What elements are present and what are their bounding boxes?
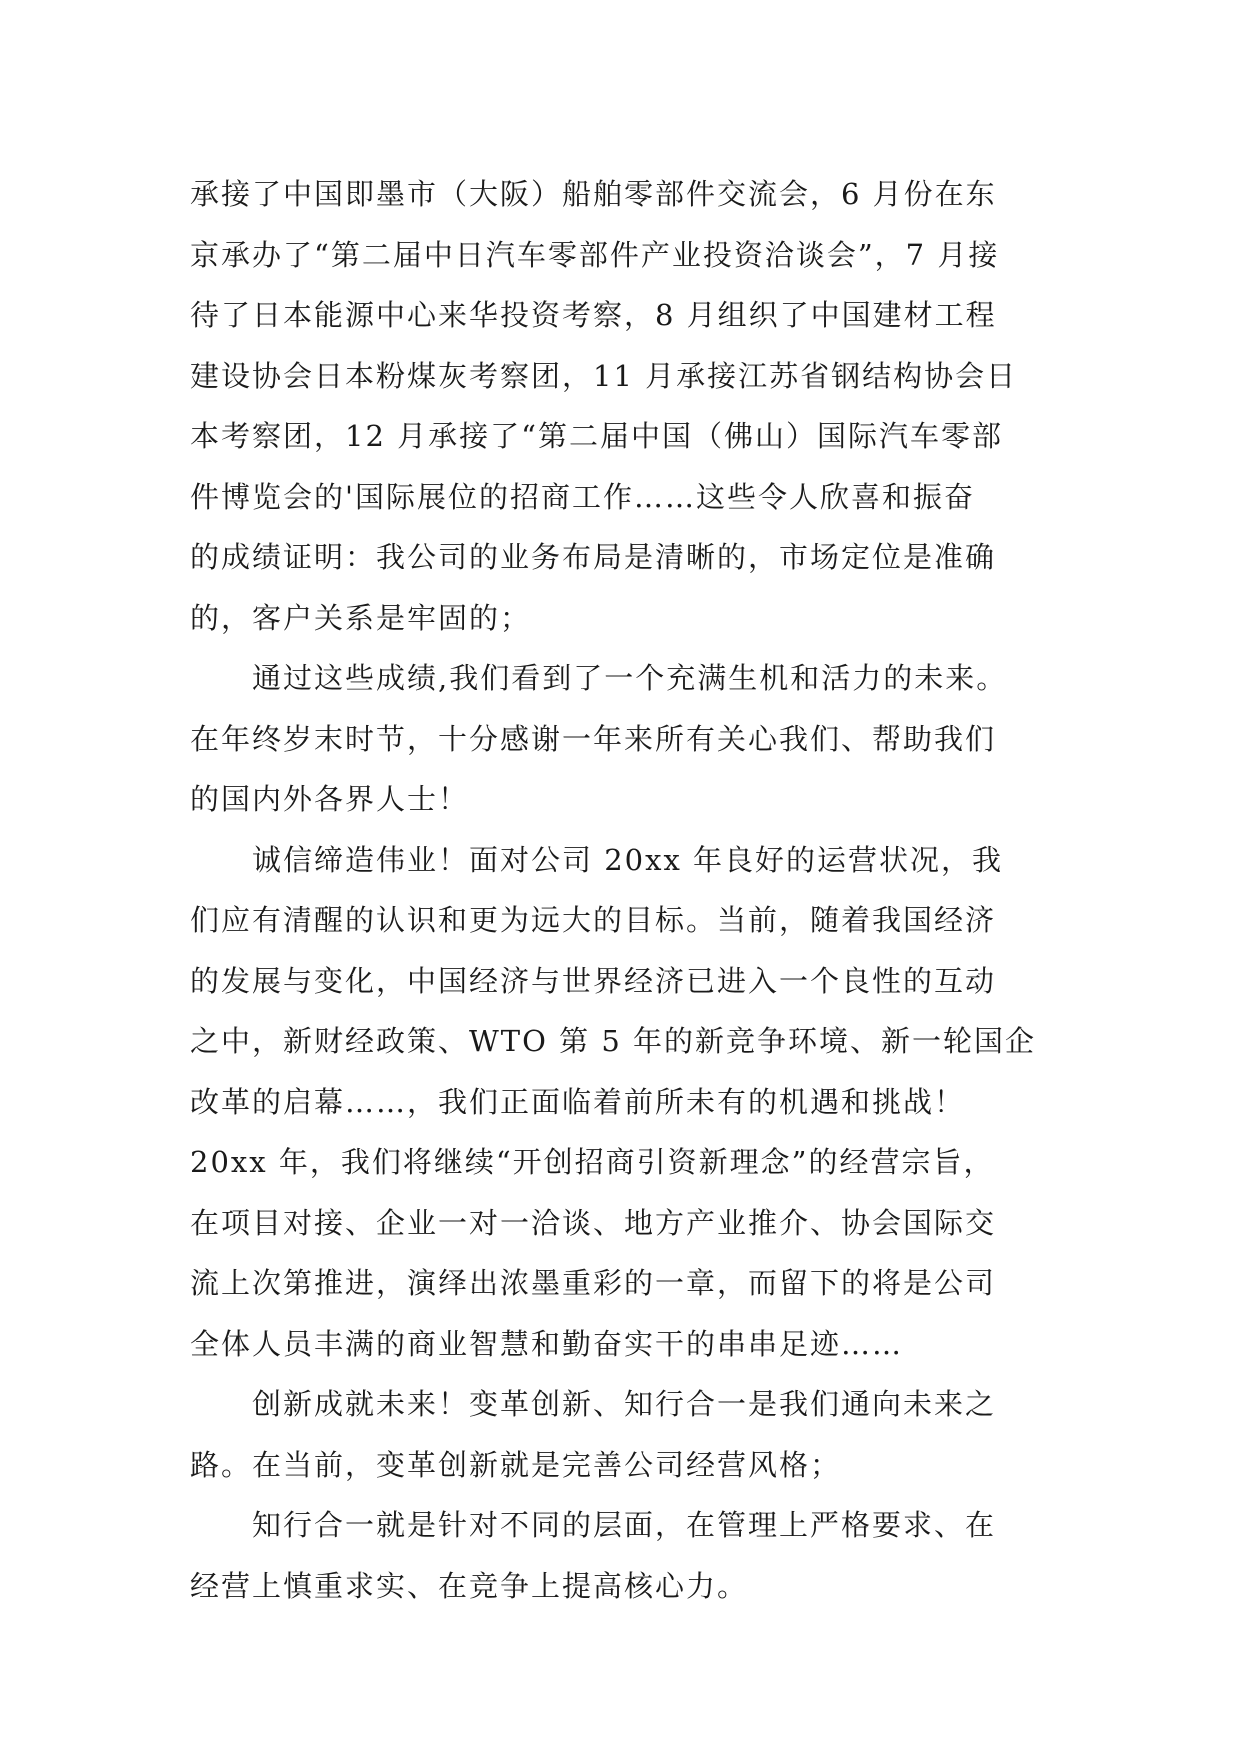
- text-line: 流上次第推进，演绎出浓墨重彩的一章，而留下的将是公司: [190, 1266, 997, 1300]
- paragraph-start-line: 诚信缔造伟业！面对公司 20xx 年良好的运营状况，我: [252, 842, 1004, 877]
- text-line: 建设协会日本粉煤灰考察团，11 月承接江苏省钢结构协会日: [190, 358, 1018, 393]
- text-line: 路。在当前，变革创新就是完善公司经营风格；: [190, 1447, 842, 1482]
- text-line: 在年终岁末时节，十分感谢一年来所有关心我们、帮助我们: [190, 721, 997, 756]
- text-line: 承接了中国即墨市（大阪）船舶零部件交流会，6 月份在东: [190, 177, 997, 211]
- text-line: 改革的启幕……，我们正面临着前所未有的机遇和挑战！: [190, 1084, 966, 1119]
- body-text: [190, 164, 1070, 1616]
- text-line: 在项目对接、企业一对一洽谈、地方产业推介、协会国际交: [190, 1205, 997, 1240]
- text-line: 的国内外各界人士！: [190, 782, 470, 816]
- paragraph-start-line: 创新成就未来！变革创新、知行合一是我们通向未来之: [252, 1387, 997, 1421]
- text-line: 的成绩证明：我公司的业务布局是清晰的，市场定位是准确: [190, 540, 997, 574]
- text-line: 全体人员丰满的商业智慧和勤奋实干的串串足迹……: [190, 1326, 904, 1361]
- text-line: 本考察团，12 月承接了“第二届中国（佛山）国际汽车零部: [190, 419, 1003, 453]
- text-line: 京承办了“第二届中日汽车零部件产业投资洽谈会”，7 月接: [190, 237, 1000, 272]
- text-line: 之中，新财经政策、WTO 第 5 年的新竞争环境、新一轮国企: [190, 1024, 1037, 1058]
- text-line: 待了日本能源中心来华投资考察，8 月组织了中国建材工程: [190, 298, 997, 332]
- text-line: 们应有清醒的认识和更为远大的目标。当前，随着我国经济: [190, 903, 997, 937]
- text-line: 经营上慎重求实、在竞争上提高核心力。: [190, 1568, 749, 1603]
- text-line: 件博览会的'国际展位的招商工作……这些令人欣喜和振奋: [190, 479, 975, 514]
- text-line: 的，客户关系是牢固的；: [190, 600, 532, 635]
- text-line: 的发展与变化，中国经济与世界经济已进入一个良性的互动: [190, 963, 997, 998]
- paragraph-start-line: 知行合一就是针对不同的层面，在管理上严格要求、在: [252, 1508, 997, 1542]
- paragraph-start-line: 通过这些成绩,我们看到了一个充满生机和活力的未来。: [252, 661, 1008, 695]
- text-line: 20xx 年，我们将继续“开创招商引资新理念”的经营宗旨，: [190, 1145, 995, 1179]
